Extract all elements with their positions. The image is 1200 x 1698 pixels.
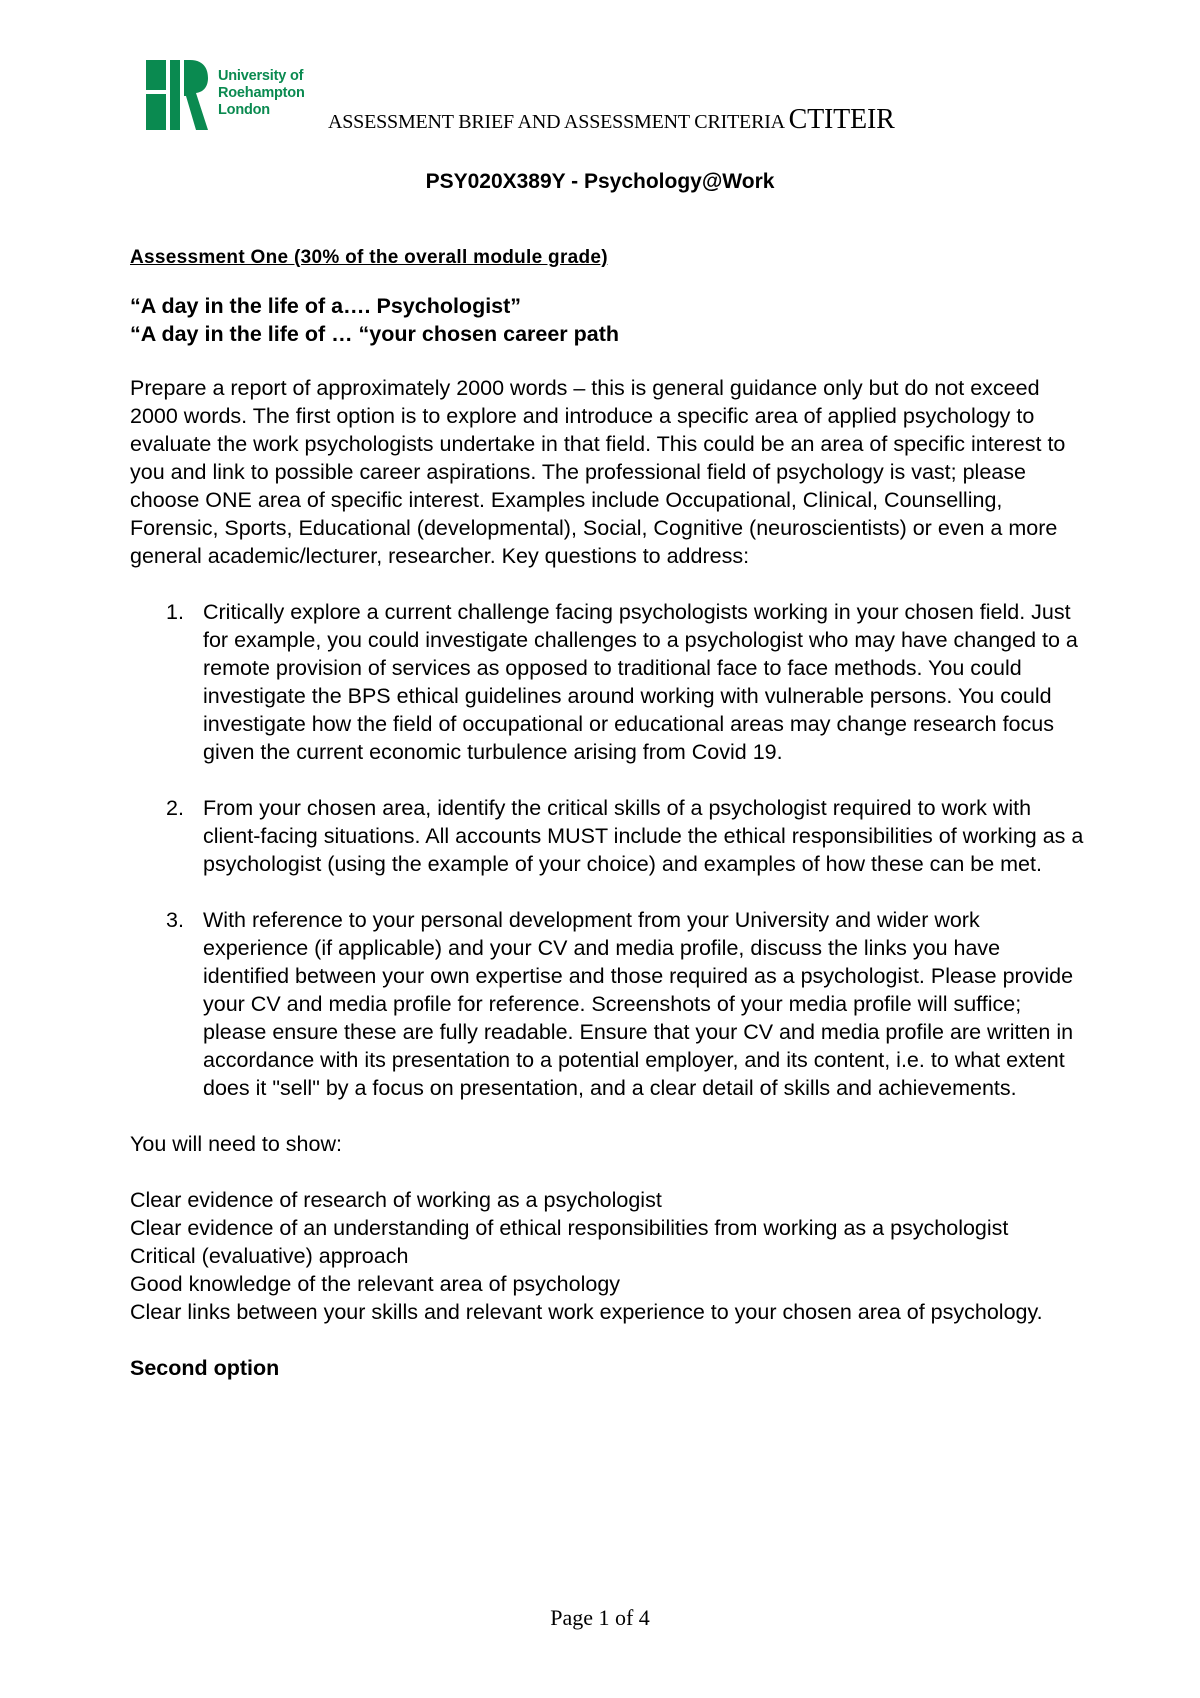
university-name-line-1: University of	[218, 68, 304, 84]
title-quotes	[130, 292, 1090, 348]
second-option-heading: Second option	[130, 1356, 280, 1380]
show-intro: You will need to show:	[130, 1132, 342, 1156]
list-item	[130, 598, 1090, 766]
university-name-line-3: London	[218, 102, 270, 118]
list-number: 1.	[166, 600, 184, 624]
criteria-item: Clear evidence of research of working as a psychologist	[130, 1188, 662, 1212]
list-item	[130, 906, 1090, 1102]
page-number: Page 1 of 4	[550, 1605, 650, 1630]
list-item	[130, 794, 1090, 878]
list-item-text: With reference to your personal development from your University and wider work experience (if applicable) and your CV and media profile, discuss the links you have identified between your own expertise and those required as a psychologist. Please provide your CV and media profile for reference. Screenshots of your media profile will suffice; please ensure these are fully readable. Ensure that your CV and media profile are written in accordance with its presentation to a potential employer, and its content, i.e. to what extent does it "sell" by a focus on presentation, and a clear detail of skills and achievements.	[203, 908, 1074, 1100]
university-r-logo-icon	[146, 60, 212, 132]
criteria-list	[130, 1186, 1090, 1326]
brief-title: ASSESSMENT BRIEF AND ASSESSMENT CRITERIA	[328, 111, 784, 133]
list-item-text: From your chosen area, identify the critical skills of a psychologist required to work with client-facing situations. All accounts MUST include the ethical responsibilities of working as a psychologist (using the example of your choice) and examples of how these can be met.	[203, 796, 1084, 876]
university-name-line-2: Roehampton	[218, 85, 305, 101]
document-body	[130, 246, 1090, 1382]
university-logo	[146, 60, 326, 136]
module-title: PSY020X389Y - Psychology@Work	[425, 170, 775, 193]
list-item-text: Critically explore a current challenge facing psychologists working in your chosen field. Just for example, you could investigate challenges to a psychologist who may have changed to a remote provision of services as opposed to traditional face to face methods. You could investigate the BPS ethical guidelines around working with vulnerable persons. You could investigate how the field of occupational or educational areas may change research focus given the current economic turbulence arising from Covid 19.	[203, 600, 1078, 764]
intro-paragraph: Prepare a report of approximately 2000 words – this is general guidance only but do not exceed 2000 words. The first option is to explore and introduce a specific area of applied psychology to evaluate the work psychologists undertake in that field. This could be an area of specific interest to you and link to possible career aspirations. The professional field of psychology is vast; please choose ONE area of specific interest. Examples include Occupational, Clinical, Counselling, Forensic, Sports, Educational (developmental), Social, Cognitive (neuroscientists) or even a more general academic/lecturer, researcher. Key questions to address:	[130, 376, 1066, 568]
criteria-item: Clear links between your skills and relevant work experience to your chosen area of psychology.	[130, 1300, 1043, 1324]
key-questions-list	[130, 598, 1090, 1102]
list-number: 2.	[166, 796, 184, 820]
quote-line: “A day in the life of … “your chosen career path	[130, 322, 620, 346]
criteria-item: Good knowledge of the relevant area of psychology	[130, 1272, 621, 1296]
brief-header	[328, 104, 895, 136]
brief-title-suffix: CTITEIR	[788, 104, 895, 135]
criteria-item: Clear evidence of an understanding of ethical responsibilities from working as a psychologist	[130, 1216, 1009, 1240]
list-number: 3.	[166, 908, 184, 932]
quote-line: “A day in the life of a…. Psychologist”	[130, 294, 522, 318]
criteria-item: Critical (evaluative) approach	[130, 1244, 409, 1268]
assessment-heading: Assessment One (30% of the overall module grade)	[130, 247, 608, 268]
university-name	[218, 68, 305, 119]
